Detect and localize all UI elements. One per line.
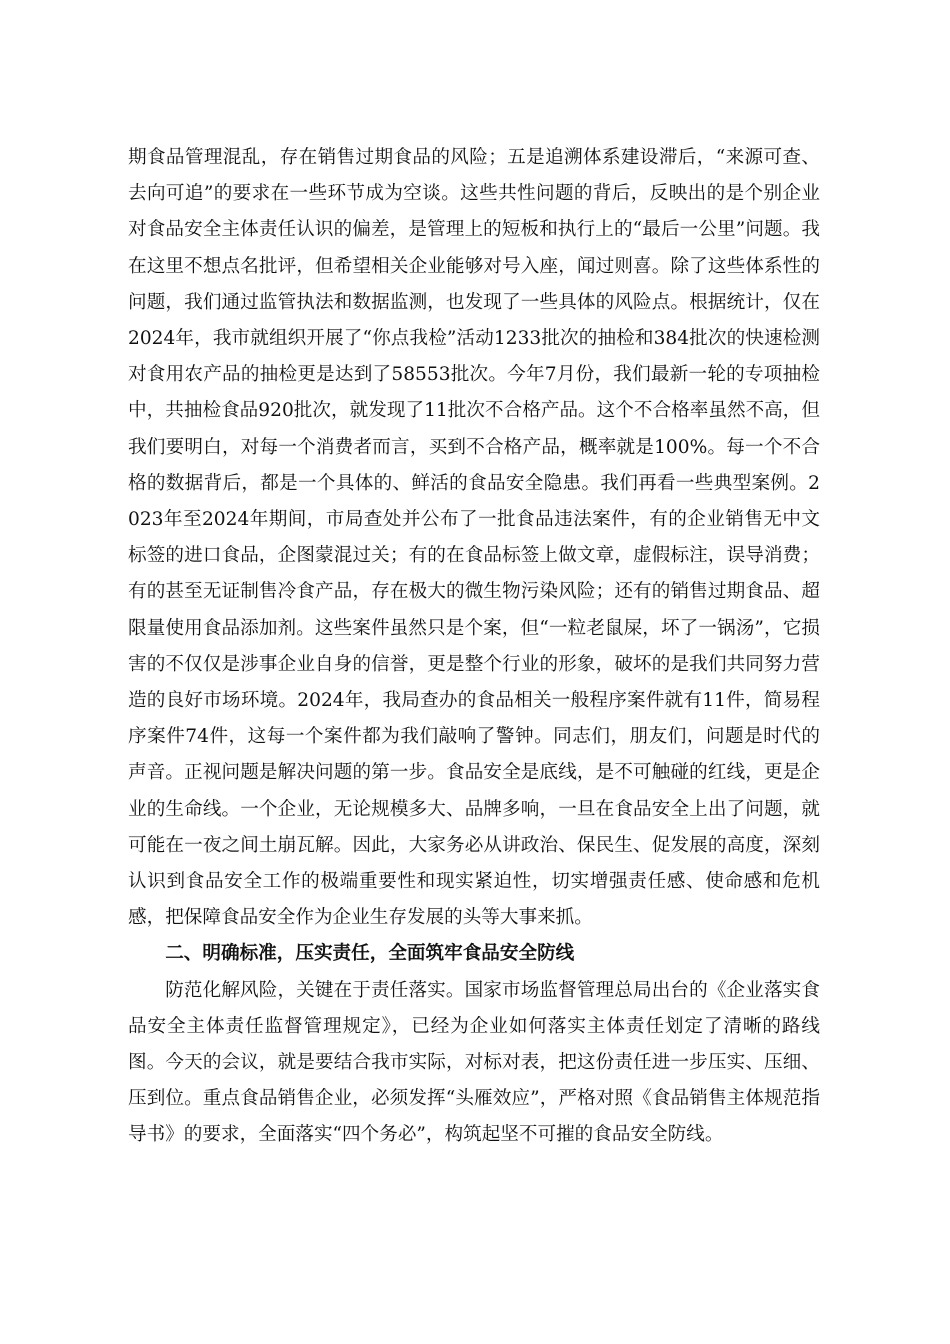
body-paragraph: 防范化解风险，关键在于责任落实。国家市场监督管理总局出台的《企业落实食品安全主体责任监督管理规定》，已经为企业如何落实主体责任划定了清晰的路线图。今天的会议，就是要结合我市实际，对标对表，把这份责任进一步压实、压细、压到位。重点食品销售企业，必须发挥“头雁效应”，严格对照《食品销售主体规范指导书》的要求，全面落实“四个务必”，构筑起坚不可摧的食品安全防线。: [128, 979, 820, 1146]
body-paragraph-continued: 期食品管理混乱，存在销售过期食品的风险；五是追溯体系建设滞后，“来源可查、去向可追”的要求在一些环节成为空谈。这些共性问题的背后，反映出的是个别企业对食品安全主体责任认识的偏差，是管理上的短板和执行上的“最后一公里”问题。我在这里不想点名批评，但希望相关企业能够对号入座，闻过则喜。除了这些体系性的问题，我们通过监管执法和数据监测，也发现了一些具体的风险点。根据统计，仅在2024年，我市就组织开展了“你点我检”活动1233批次的抽检和384批次的快速检测对食用农产品的抽检更是达到了58553批次。今年7月份，我们最新一轮的专项抽检中，共抽检食品920批次，就发现了11批次不合格产品。这个不合格率虽然不高，但我们要明白，对每一个消费者而言，买到不合格产品，概率就是100%。每一个不合格的数据背后，都是一个具体的、鲜活的食品安全隐患。我们再看一些典型案例。2023年至2024年期间，市局查处并公布了一批食品违法案件，有的企业销售无中文标签的进口食品，企图蒙混过关；有的在食品标签上做文章，虚假标注，误导消费；有的甚至无证制售冷食产品，存在极大的微生物污染风险；还有的销售过期食品、超限量使用食品添加剂。这些案件虽然只是个案，但“一粒老鼠屎，坏了一锅汤”，它损害的不仅仅是涉事企业自身的信誉，更是整个行业的形象，破坏的是我们共同努力营造的良好市场环境。2024年，我局查办的食品相关一般程序案件就有11件，简易程序案件74件，这每一个案件都为我们敲响了警钟。同志们，朋友们，问题是时代的声音。正视问题是解决问题的第一步。食品安全是底线，是不可触碰的红线，更是企业的生命线。一个企业，无论规模多大、品牌多响，一旦在食品安全上出了问题，就可能在一夜之间土崩瓦解。因此，大家务必从讲政治、保民生、促发展的高度，深刻认识到食品安全工作的极端重要性和现实紧迫性，切实增强责任感、使命感和危机感，把保障食品安全作为企业生存发展的头等大事来抓。: [128, 147, 820, 929]
document-page: [128, 140, 820, 1154]
section-heading: 二、明确标准，压实责任，全面筑牢食品安全防线: [165, 943, 575, 965]
